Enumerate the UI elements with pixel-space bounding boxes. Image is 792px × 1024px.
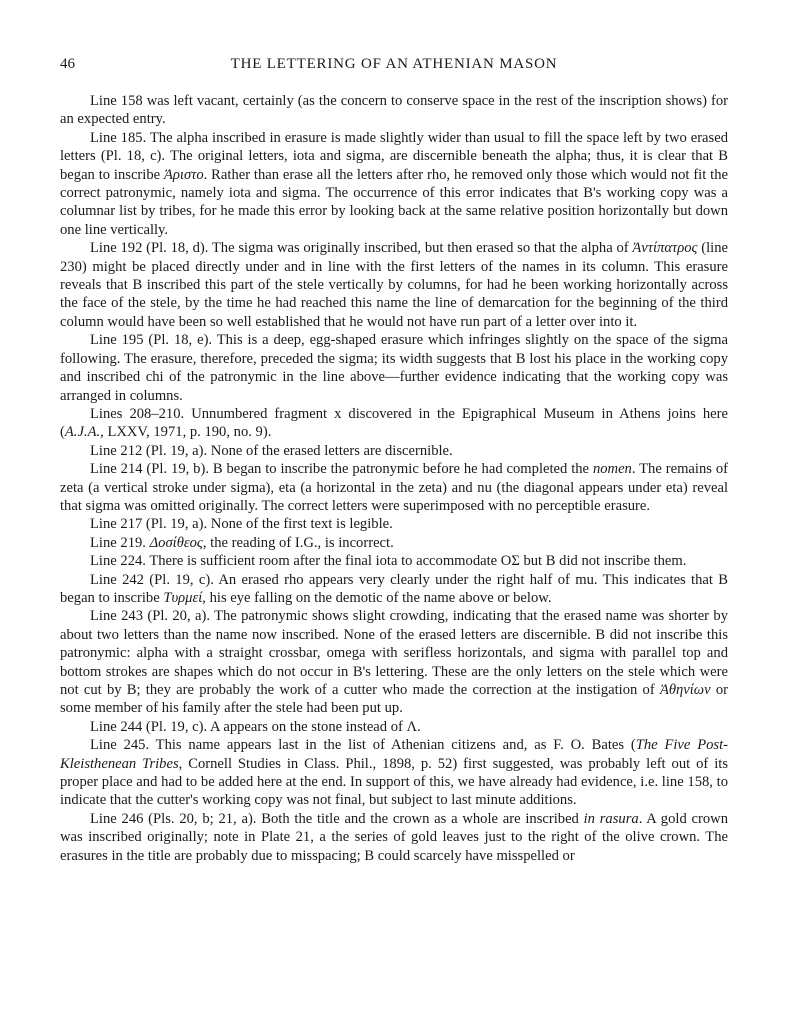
paragraph-line-245: Line 245. This name appears last in the list of Athenian citizens and, as F. O. Bates (The Five Post-Kleisthenean Tribes, Cornell Studies in Class. Phil., 1898, p. 52) first suggested, was probably left out of its proper place and had to be added here at the end. In support of this, we have already had evidence, i.e. line 158, to indicate that the cutter's working copy was not final, but subject to last minute additions.: [60, 737, 729, 809]
italic-term: in rasura: [583, 810, 639, 827]
greek-word: Ἀριστο: [163, 166, 204, 183]
greek-word: Ἀντίπατρος: [632, 240, 698, 257]
journal-abbrev: A.J.A.: [64, 424, 101, 441]
page: [60, 56, 728, 865]
paragraph-line-185: Line 185. The alpha inscribed in erasure is made slightly wider than usual to fill the space left by two erased letters (Pl. 18, c). The original letters, iota and sigma, are discernible beneath the alpha; thus, it is clear that B began to inscribe Ἀριστο. Rather than erase all the letters after rho, he removed only those which would not fit the correct patronymic, namely iota and sigma. The occurrence of this error indicates that B's working copy was a columnar list by tribes, for he made this error by looking back at the same relative position horizontally but down one line vertically.: [60, 129, 728, 238]
page-number: 46: [60, 56, 75, 72]
paragraph-line-214: Line 214 (Pl. 19, b). B began to inscribe the patronymic before he had completed the nomen. The remains of zeta (a vertical stroke under sigma), eta (a horizontal in the zeta) and nu (the diagonal appears under eta) reveal that sigma was omitted originally. The correct letters were superimposed with no perceptible erasure.: [60, 461, 728, 514]
paragraph-line-244: Line 244 (Pl. 19, c). A appears on the stone instead of Λ.: [90, 718, 421, 735]
paragraph-lines-208-210: Lines 208–210. Unnumbered fragment x discovered in the Epigraphical Museum in Athens joins here (A.J.A., LXXV, 1971, p. 190, no. 9).: [60, 405, 728, 441]
greek-word: Τυρμεί: [163, 589, 203, 606]
greek-word: Δοσίθεος: [149, 534, 203, 551]
page-header: [60, 56, 728, 78]
italic-term: nomen: [592, 461, 632, 478]
paragraph-line-192: Line 192 (Pl. 18, d). The sigma was originally inscribed, but then erased so that the alpha of Ἀντίπατρος (line 230) might be placed directly under and in line with the first letters of the names in its column. This erasure reveals that B inscribed this part of the stele vertically by columns, for had he been working horizontally across the face of the stele, by the time he had reached this name the line of demarcation for the beginning of the third column would have been so well established that he would not have run part of a letter over into it.: [60, 240, 728, 330]
paragraph-line-242: Line 242 (Pl. 19, c). An erased rho appears very clearly under the right half of mu. This indicates that B began to inscribe Τυρμεί, his eye falling on the demotic of the name above or below.: [60, 571, 728, 606]
paragraph-line-212: Line 212 (Pl. 19, a). None of the erased letters are discernible.: [90, 442, 453, 459]
paragraph-line-224: Line 224. There is sufficient room after the final iota to accommodate ΟΣ but B did not inscribe them.: [90, 553, 687, 570]
paragraph-line-195: Line 195 (Pl. 18, e). This is a deep, egg-shaped erasure which infringes slightly on the space of the sigma following. The erasure, therefore, preceded the sigma; its width suggests that B lost his place in the working copy and inscribed chi of the patronymic in the line above—further evidence indicating that the working copy was arranged in columns.: [60, 332, 728, 404]
greek-word: Ἀθηνίων: [659, 682, 711, 698]
paragraph-line-243: Line 243 (Pl. 20, a). The patronymic shows slight crowding, indicating that the erased name was shorter by about two letters than the name now inscribed. None of the erased letters are discernible. B did not inscribe this patronymic: alpha with a straight crossbar, omega with serifless horizontals, and sigma with parallel top and bottom strokes are shapes which do not occur in B's lettering. These are the only letters on the stele which were not cut by B; they are probably the work of a cutter who made the correction at the instigation of Ἀθηνίων or some member of his family after the stele had been put up.: [60, 608, 728, 717]
paragraph-line-246: Line 246 (Pls. 20, b; 21, a). Both the title and the crown as a whole are inscribed in rasura. A gold crown was inscribed originally; note in Plate 21, a the series of gold leaves just to the right of the olive crown. The erasures in the title are probably due to misspacing; B could scarcely have misspelled or: [60, 810, 728, 864]
running-title: THE LETTERING OF AN ATHENIAN MASON: [230, 56, 558, 72]
body-text: [60, 92, 728, 865]
paragraph-line-217: Line 217 (Pl. 19, a). None of the first text is legible.: [90, 516, 393, 533]
paragraph-line-158: Line 158 was left vacant, certainly (as the concern to conserve space in the rest of the inscription shows) for an expected entry.: [60, 93, 728, 128]
paragraph-line-219: Line 219. Δοσίθεος, the reading of I.G., is incorrect.: [90, 534, 394, 551]
book-title: The Five Post-Kleisthenean Tribes: [60, 737, 728, 772]
